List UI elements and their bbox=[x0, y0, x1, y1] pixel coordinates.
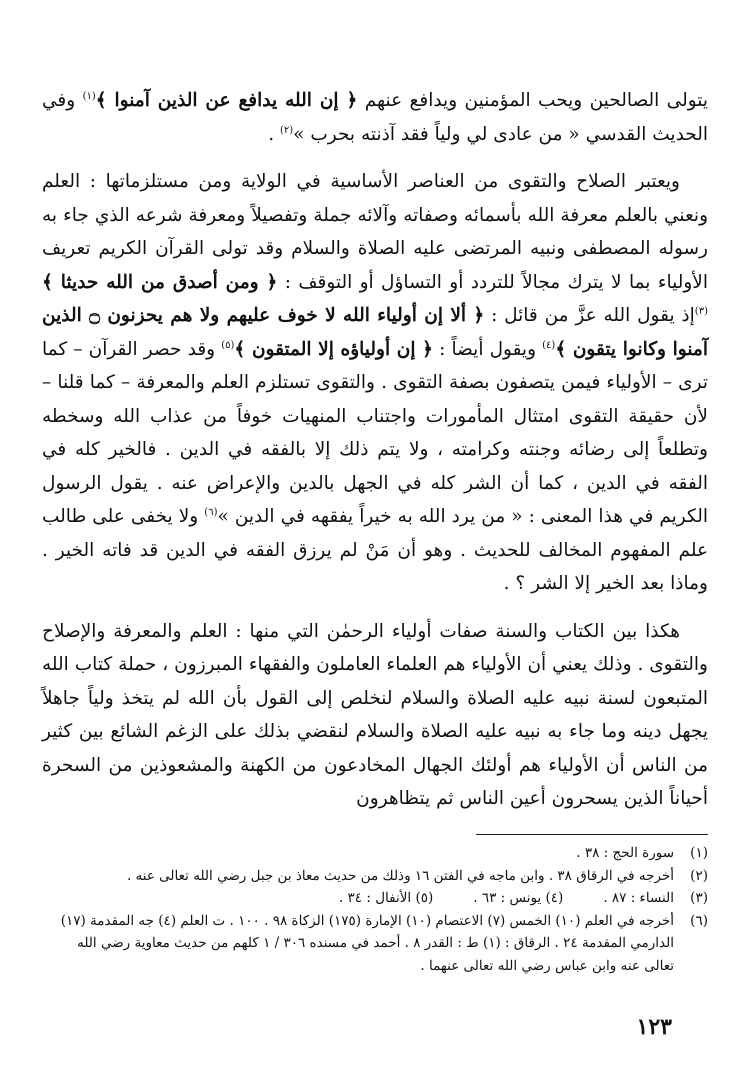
footnotes bbox=[44, 842, 708, 977]
text-run: ويقول أيضاً : bbox=[439, 338, 537, 360]
footnote-ref: (٥) bbox=[221, 339, 235, 351]
footnote-row bbox=[44, 887, 674, 910]
footnote-separator bbox=[476, 834, 708, 835]
footnote-ref: (٣) bbox=[694, 305, 708, 317]
text-run: إذ يقول الله عزَّ من قائل : bbox=[491, 305, 695, 326]
footnote-5: (٥) الأنفال : ٣٤ . bbox=[338, 890, 434, 906]
page-number: ١٢٣ bbox=[636, 1014, 672, 1040]
quran-verse: ﴿ ومن أصدق من الله حديثا ﴾ bbox=[42, 271, 278, 293]
footnote-text: أخرجه في العلم (١٠) الخمس (٧) الاعتصام (١٠) الإمارة (١٧٥) الزكاة ٩٨ . ١٠٠ . ت العلم (٤) جه المقدمة (١٧) الدارمي المقدمة ٢٤ . الرقاق : (١) ط : القدر ٨ . أحمد في مسنده ٣٠٦ / ١ كلهم من حديث معاوية رضي الله تعالى عنه وابن عباس رضي الله تعالى عنهما . bbox=[60, 912, 674, 974]
footnote-4: (٤) يونس : ٦٣ . bbox=[473, 890, 564, 906]
footnote-number: (٦) bbox=[690, 912, 708, 929]
text-run: وفي الحديث القدسي « من عادى لي ولياً فقد آذنته بحرب » bbox=[42, 90, 708, 145]
text-run: . bbox=[268, 123, 275, 145]
footnote-number: (٢) bbox=[690, 867, 708, 884]
quran-verse: ﴿ ألا إن أولياء الله لا خوف عليهم ولا هم يحزنون ۝ الذين آمنوا وكانوا يتقون ﴾ bbox=[42, 305, 708, 360]
quran-verse: ﴿ إن الله يدافع عن الذين آمنوا ﴾ bbox=[95, 90, 358, 111]
footnote-1 bbox=[44, 842, 708, 865]
footnote-ref: (٤) bbox=[542, 339, 556, 351]
footnote-ref: (٢) bbox=[279, 124, 294, 136]
footnote-text: سورة الحج : ٣٨ . bbox=[576, 845, 674, 861]
paragraph-3 bbox=[42, 615, 708, 816]
text-run: وقد حصر القرآن – كما ترى – الأولياء فيمن يتصفون بصفة التقوى . والتقوى تستلزم العلم والمعرفة – كما قلنا – لأن حقيقة التقوى امتثال المأمورات واجتناب المنهيات خوفاً من عذاب الله وسخطه وتطلعاً إلى رضائه وجنته وكرامته ، ولا يتم ذلك إلا بالفقه في الدين . فالخير كله في الفقه في الدين ، كما أن الشر كله في الجهل بالدين والإعراض عنه . يقول الرسول الكريم في هذا المعنى : « من يرد الله به خيراً يفقهه في الدين » bbox=[42, 338, 708, 527]
footnote-number: (١) bbox=[690, 845, 708, 861]
text-run: ولا يخفى على طالب علم المفهوم المخالف للحديث . وهو أن مَنْ لم يرزق الفقه في الدين قد فاته الخير . وماذا بعد الخير إلا الشر ؟ . bbox=[42, 506, 708, 594]
text-run: يتولى الصالحين ويحب المؤمنين ويدافع عنهم bbox=[364, 90, 709, 111]
paragraph-2 bbox=[42, 165, 708, 601]
footnote-text: النساء : ٨٧ . bbox=[603, 890, 674, 906]
text-run: هكذا بين الكتاب والسنة صفات أولياء الرحمٰن التي منها : العلم والمعرفة والإصلاح والتقوى . وذلك يعني أن الأولياء هم العلماء العاملون والفقهاء المبرزون ، حملة كتاب الله المتبعون لسنة نبيه عليه الصلاة والسلام لنخلص إلى القول بأن الله لم يتخذ ولياً جاهلاً يجهل دينه وما جاء به نبيه عليه الصلاة والسلام لنقضي بذلك على الزغم الشائع بين كثير من الناس أن الأولياء هم أولئك الجهال المخادعون من الكهنة والمشعوذين من السحرة أحياناً الذين يسحرون أعين الناس ثم يتظاهرون bbox=[42, 620, 708, 809]
footnote-2 bbox=[44, 865, 708, 888]
text-run: ويعتبر الصلاح والتقوى من العناصر الأساسية في الولاية ومن مستلزماتها : العلم ونعني بالعلم معرفة الله بأسمائه وصفاته وآلائه جملة وتفصيلاً ومعرفة شرعه الذي جاء به رسوله المصطفى ونبيه المرتضى عليه الصلاة والسلام وقد تولى القرآن الكريم تعريف الأولياء بما لا يترك مجالاً للتردد أو التساؤل أو التوقف : bbox=[42, 171, 708, 293]
page-body bbox=[42, 84, 708, 816]
paragraph-1 bbox=[42, 84, 708, 151]
footnote-number: (٣) bbox=[690, 890, 708, 906]
footnote-3 bbox=[44, 887, 708, 910]
footnote-ref: (١) bbox=[82, 90, 96, 102]
footnote-ref: (٦) bbox=[204, 506, 218, 518]
footnote-6 bbox=[44, 910, 708, 978]
quran-verse: ﴿ إن أولياؤه إلا المتقون ﴾ bbox=[234, 338, 434, 360]
footnote-text: أخرجه في الرقاق ٣٨ . وابن ماجه في الفتن ١٦ وذلك من حديث معاذ بن جبل رضي الله تعالى عنه . bbox=[126, 867, 674, 884]
